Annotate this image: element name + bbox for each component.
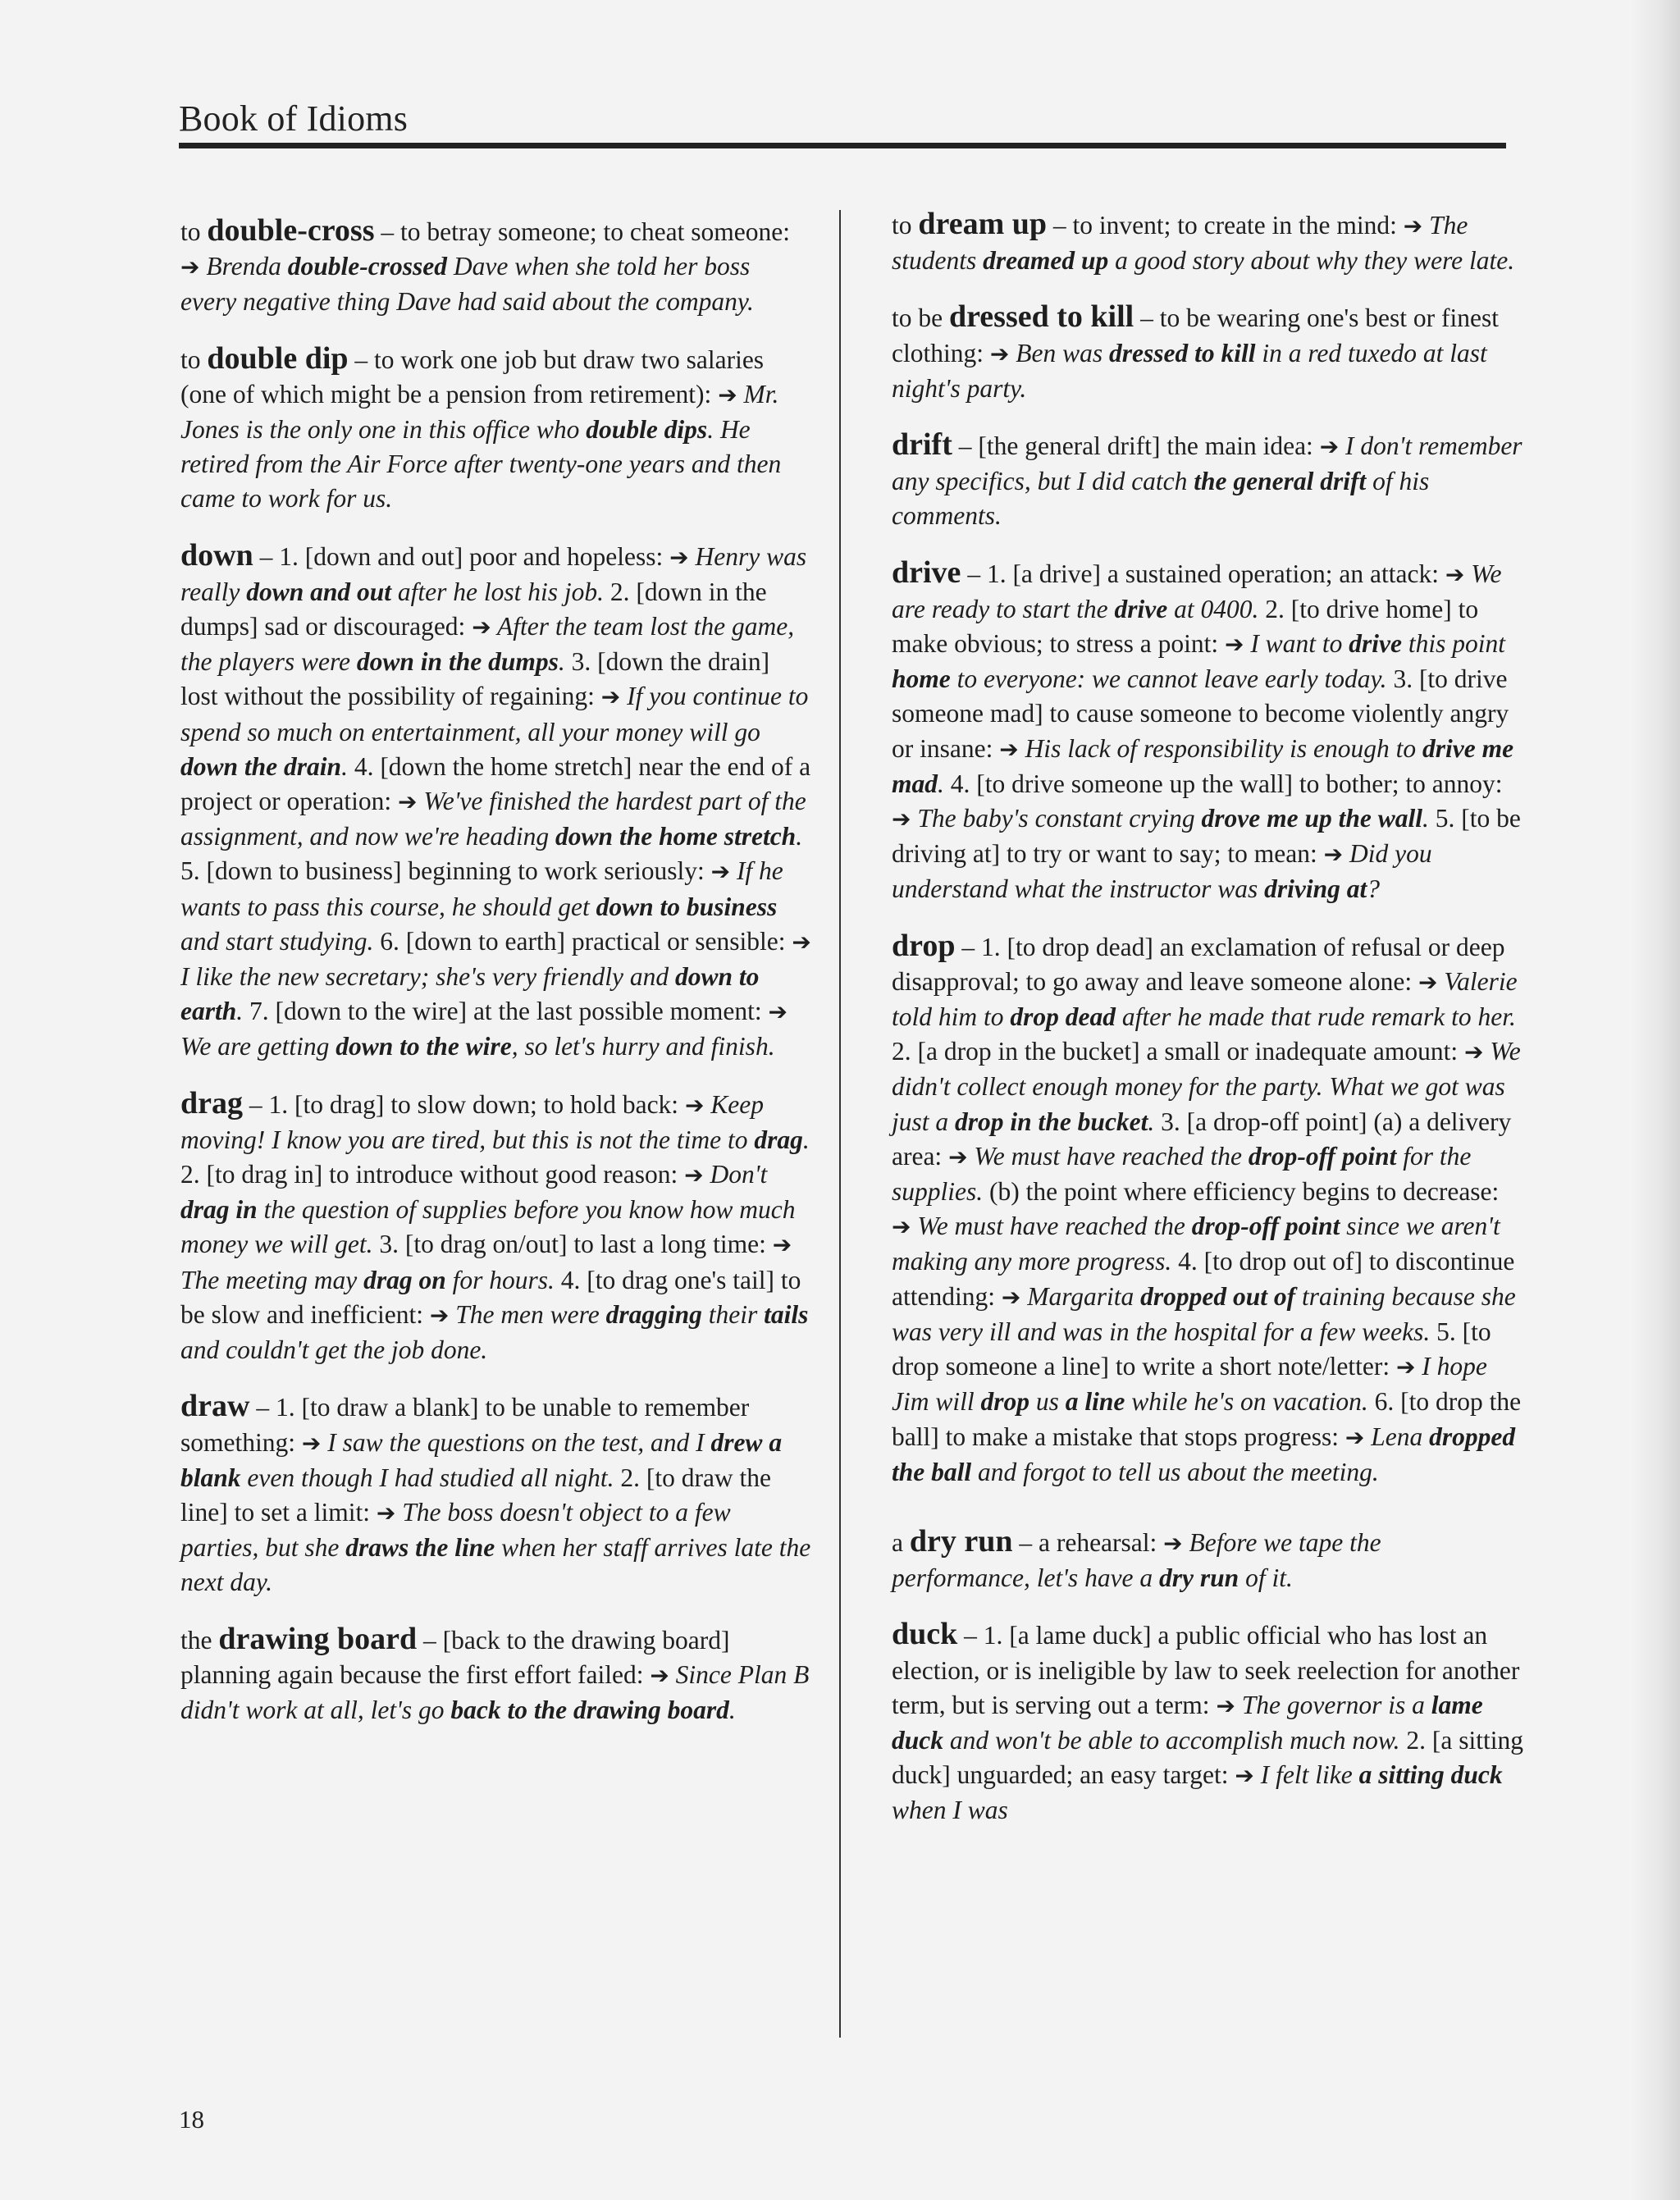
idiom-entry (892, 1524, 1523, 1595)
example-text: Did you understand what the instructor was (892, 839, 1432, 904)
example-arrow-icon: ➔ (892, 806, 911, 833)
example-text: . (1422, 804, 1429, 833)
idiom-entry (892, 427, 1523, 534)
example-text: We must have reached the (967, 1141, 1249, 1171)
idiom-highlight: down in the dumps (356, 647, 559, 677)
example-text: The students (892, 211, 1468, 276)
example-text: for the supplies. (892, 1141, 1472, 1207)
example-text: a good story about why they were late. (1108, 246, 1515, 276)
example-text: The men were (449, 1299, 606, 1329)
idiom-entry (180, 538, 812, 1065)
example-text: We are ready to start the (892, 559, 1502, 623)
left-column (180, 213, 812, 1749)
example-arrow-icon: ➔ (1163, 1529, 1183, 1557)
idiom-highlight: drove me up the wall (1201, 804, 1423, 833)
idiom-highlight: dreamed up (983, 246, 1109, 276)
example-text: After the team lost the game, the players were (180, 612, 795, 677)
example-arrow-icon: ➔ (892, 1213, 911, 1241)
example-text: Since Plan B didn't work at all, let's go (180, 1659, 810, 1724)
example-text: and won't be able to accomplish much now. (943, 1725, 1400, 1755)
definition-text: – to betray someone; to cheat someone: (374, 217, 790, 246)
example-arrow-icon: ➔ (301, 1429, 322, 1457)
example-arrow-icon: ➔ (1445, 560, 1465, 588)
example-text: The baby's constant crying (911, 804, 1202, 833)
example-arrow-icon: ➔ (948, 1143, 968, 1171)
example-text: I like the new secretary; she's very friendly and (180, 962, 675, 992)
example-arrow-icon: ➔ (376, 1499, 396, 1527)
example-text: , so let's hurry and finish. (511, 1032, 775, 1061)
example-text: If you continue to spend so much on entertainment, all your money will go (180, 682, 809, 746)
example-text: and couldn't get the job done. (180, 1335, 488, 1365)
headword-prefix: to be (892, 304, 943, 333)
example-text: . (558, 647, 565, 677)
definition-text: – 1. [a drive] a sustained operation; an attack: (961, 559, 1445, 588)
idiom-highlight: dropped out of (1140, 1281, 1296, 1311)
idiom-entry (892, 207, 1523, 278)
example-text: If he wants to pass this course, he should get (180, 856, 783, 921)
page-number: 18 (179, 2105, 204, 2134)
definition-text: – a rehearsal: (1012, 1527, 1164, 1557)
idiom-highlight: drive me mad (892, 733, 1514, 798)
example-arrow-icon: ➔ (600, 683, 621, 711)
example-text: training because she was very ill and was in the hospital for a few weeks. (892, 1281, 1516, 1346)
idiom-entry (180, 341, 812, 517)
headword: drift (892, 427, 952, 463)
definition-text: 5. [to be driving at] to try or want to say; to mean: (892, 804, 1521, 869)
example-text: in a red tuxedo at last night's party. (892, 338, 1487, 403)
example-text: Lena (1364, 1422, 1430, 1451)
example-arrow-icon: ➔ (398, 788, 418, 816)
definition-text: 3. [to drag on/out] to last a long time: (372, 1230, 773, 1259)
example-arrow-icon: ➔ (999, 735, 1019, 763)
headword: drag (180, 1085, 243, 1121)
idiom-highlight: down the home stretch (555, 822, 797, 851)
example-arrow-icon: ➔ (768, 998, 788, 1026)
definition-text: 2. [a sitting duck] unguarded; an easy target: (892, 1725, 1523, 1790)
example-text: Ben was (1009, 338, 1109, 367)
example-text: . He retired from the Air Force after twenty-one years and then came to work for us. (180, 415, 782, 513)
idiom-highlight: tails (764, 1299, 809, 1329)
idiom-entry (892, 299, 1523, 406)
idiom-highlight: drive (1349, 629, 1402, 659)
example-arrow-icon: ➔ (1323, 841, 1344, 869)
idiom-highlight: dressed to kill (1108, 338, 1256, 367)
example-text: The boss doesn't object to a few parties, but she (180, 1497, 731, 1563)
definition-text: – 1. [a lame duck] a public official who has lost an election, or is ineligible by law to seek reelection for another term, but is serving out a term: (892, 1621, 1520, 1719)
idiom-highlight: driving at (1264, 874, 1367, 904)
example-text: . (802, 1125, 810, 1154)
example-text: us (1029, 1387, 1066, 1417)
example-text: I don't remember any specifics, but I did catch (892, 431, 1522, 496)
headword: dream up (918, 207, 1047, 241)
definition-text: 2. [down in the dumps] sad or discouraged: (180, 577, 767, 641)
headword-prefix: to (180, 217, 201, 246)
example-arrow-icon: ➔ (1235, 1762, 1254, 1790)
example-text: and start studying. (180, 926, 374, 956)
idiom-highlight: drag in (180, 1195, 258, 1225)
headword: dressed to kill (948, 299, 1134, 335)
definition-text: – 1. [to drag] to slow down; to hold back: (243, 1089, 685, 1119)
idiom-highlight: draws the line (345, 1533, 495, 1563)
column-divider (839, 210, 841, 2038)
example-arrow-icon: ➔ (1216, 1691, 1235, 1719)
idiom-highlight: down to the wire (336, 1032, 512, 1061)
book-title: Book of Idioms (179, 98, 409, 139)
example-arrow-icon: ➔ (1344, 1423, 1365, 1451)
example-text: . (728, 1695, 736, 1724)
idiom-entry (892, 555, 1523, 907)
example-text: at 0400. (1167, 594, 1259, 623)
example-text: . (938, 769, 944, 798)
idiom-entry (892, 1617, 1523, 1828)
example-text: . (796, 822, 803, 851)
definition-text: 4. [to drag one's tail] to be slow and inefficient: (180, 1265, 801, 1329)
example-text: when her staff arrives late the next day. (180, 1533, 811, 1597)
definition-text: 6. [to drop the ball] to make a mistake that stops progress: (892, 1387, 1522, 1451)
example-text: after he made that rude remark to her. (1116, 1002, 1516, 1032)
example-text: Brenda (199, 252, 288, 281)
headword: draw (180, 1389, 250, 1424)
example-text: We didn't collect enough money for the party. What we got was just a (892, 1037, 1521, 1136)
example-arrow-icon: ➔ (792, 928, 811, 956)
headword: drive (892, 555, 961, 590)
idiom-highlight: down and out (246, 577, 392, 606)
example-arrow-icon: ➔ (684, 1162, 704, 1189)
headword-prefix: to (892, 211, 912, 240)
headword: dry run (909, 1523, 1013, 1559)
example-text: We've finished the hardest part of the assignment, and now we're heading (180, 787, 806, 851)
headword: double-cross (207, 213, 375, 248)
example-text: their (701, 1299, 765, 1329)
example-arrow-icon: ➔ (472, 614, 491, 641)
example-text: . (1148, 1107, 1155, 1136)
definition-text: – [the general drift] the main idea: (952, 431, 1320, 461)
definition-text: 4. [to drop out of] to discontinue attending: (892, 1247, 1515, 1311)
right-column (892, 207, 1523, 1850)
example-text: His lack of responsibility is enough to (1018, 733, 1422, 763)
idiom-highlight: drop dead (1010, 1002, 1116, 1032)
idiom-highlight: double dips (586, 415, 708, 445)
example-arrow-icon: ➔ (1464, 1038, 1484, 1066)
example-text: Valerie told him to (892, 966, 1518, 1032)
headword: duck (892, 1617, 958, 1652)
example-arrow-icon: ➔ (1001, 1283, 1021, 1311)
example-text: We must have reached the (911, 1212, 1192, 1241)
idiom-highlight: drag on (363, 1265, 446, 1294)
example-text: the question of supplies before you know how much money we will get. (180, 1195, 796, 1259)
idiom-highlight: dry run (1159, 1563, 1239, 1593)
example-arrow-icon: ➔ (772, 1231, 792, 1259)
example-arrow-icon: ➔ (180, 253, 200, 281)
idiom-highlight: a line (1065, 1387, 1125, 1417)
header-rule (179, 143, 1506, 148)
example-text: The meeting may (180, 1265, 364, 1294)
example-text: even though I had studied all night. (240, 1463, 614, 1492)
idiom-entry (180, 1389, 812, 1600)
example-text: and forgot to tell us about the meeting. (971, 1457, 1379, 1486)
idiom-highlight: double-crossed (287, 252, 448, 281)
example-arrow-icon: ➔ (650, 1661, 669, 1689)
example-arrow-icon: ➔ (1319, 433, 1340, 461)
example-text: We are getting (180, 1032, 336, 1061)
definition-text: 2. [a drop in the bucket] a small or inadequate amount: (892, 1037, 1465, 1066)
idiom-entry (180, 213, 812, 320)
idiom-highlight: drop-off point (1248, 1141, 1397, 1171)
idiom-highlight: down to business (596, 892, 778, 921)
definition-text: – to work one job but draw two salaries (one of which might be a pension from retirement): (180, 345, 765, 409)
example-text: Henry was really (180, 541, 807, 606)
example-arrow-icon: ➔ (1403, 212, 1423, 240)
example-text: I saw the questions on the test, and I (321, 1427, 711, 1457)
definition-text: – 1. [down and out] poor and hopeless: (253, 541, 670, 571)
headword: double dip (207, 340, 349, 376)
definition-text: 7. [down to the wire] at the last possible moment: (243, 997, 769, 1026)
example-arrow-icon: ➔ (429, 1301, 450, 1329)
example-text: I want to (1244, 629, 1349, 659)
example-text: Dave when she told her boss every negative thing Dave had said about the company. (180, 252, 754, 317)
idiom-entry (892, 929, 1523, 1490)
definition-text: 5. [to drop someone a line] to write a short note/letter: (892, 1317, 1491, 1381)
idiom-highlight: drive (1114, 594, 1168, 623)
headword: down (180, 537, 253, 573)
definition-text: – 1. [to drop dead] an exclamation of refusal or deep disapproval; to go away and leave someone alone: (892, 932, 1505, 996)
example-text: . (341, 751, 348, 781)
example-arrow-icon: ➔ (718, 381, 737, 409)
example-text: Don't (703, 1160, 768, 1189)
example-text: ? (1367, 874, 1381, 904)
definition-text: 6. [down to earth] practical or sensible: (373, 926, 792, 956)
example-text: for hours. (445, 1265, 555, 1294)
idiom-entry (180, 1622, 812, 1728)
definition-text: 3. [to drive someone mad] to cause someone to become violently angry or insane: (892, 664, 1509, 763)
definition-text: 2. [to drag in] to introduce without good reason: (180, 1160, 685, 1189)
example-text: Margarita (1020, 1281, 1141, 1311)
example-text: Before we tape the performance, let's have a (892, 1527, 1381, 1593)
example-arrow-icon: ➔ (1418, 968, 1438, 996)
example-text: . (236, 997, 244, 1026)
idiom-entry (180, 1086, 812, 1368)
idiom-highlight: down the drain (180, 751, 342, 781)
definition-text: – to be wearing one's best or finest clothing: (892, 304, 1500, 367)
example-text: this point (1401, 629, 1505, 659)
example-text: while he's on vacation. (1125, 1387, 1368, 1417)
definition-text: 5. [down to business] beginning to work seriously: (180, 856, 711, 886)
definition-text: – to invent; to create in the mind: (1047, 211, 1404, 240)
example-text: after he lost his job. (391, 577, 605, 606)
definition-text: – [back to the drawing board] planning again because the first effort failed: (180, 1625, 730, 1689)
example-arrow-icon: ➔ (1224, 631, 1244, 659)
definition-text: 2. [to drive home] to make obvious; to stress a point: (892, 594, 1479, 659)
example-text: I felt like (1253, 1760, 1359, 1790)
example-arrow-icon: ➔ (684, 1091, 705, 1119)
example-text: to everyone: we cannot leave early today. (950, 664, 1387, 694)
idiom-highlight: drop (980, 1387, 1030, 1417)
definition-text: 4. [down the home stretch] near the end of a project or operation: (180, 751, 811, 816)
example-text: I hope Jim will (892, 1352, 1487, 1417)
definition-text: 2. [to draw the line] to set a limit: (180, 1463, 772, 1527)
idiom-highlight: back to the drawing board (450, 1695, 729, 1724)
definition-text: (b) the point where efficiency begins to decrease: (983, 1177, 1500, 1207)
example-arrow-icon: ➔ (1395, 1353, 1416, 1381)
idiom-highlight: down to earth (180, 962, 760, 1026)
idiom-highlight: home (892, 664, 951, 694)
idiom-highlight: drag (754, 1125, 803, 1154)
idiom-highlight: dragging (605, 1299, 702, 1329)
example-text: Mr. Jones is the only one in this office who (180, 379, 779, 445)
headword: drop (892, 928, 956, 963)
headword: drawing board (218, 1621, 418, 1656)
idiom-highlight: drew a blank (180, 1427, 783, 1492)
headword-prefix: the (180, 1625, 212, 1655)
example-text: The governor is a (1235, 1690, 1431, 1719)
example-arrow-icon: ➔ (669, 543, 689, 571)
page-header (179, 97, 1506, 148)
headword-prefix: a (892, 1527, 903, 1557)
example-arrow-icon: ➔ (989, 340, 1010, 367)
definition-text: 3. [down the drain] lost without the possibility of regaining: (180, 647, 770, 711)
example-text: of his comments. (892, 467, 1430, 531)
idiom-highlight: a sitting duck (1358, 1760, 1503, 1790)
idiom-highlight: the general drift (1194, 467, 1367, 496)
example-text: Keep moving! I know you are tired, but this is not the time to (180, 1089, 765, 1154)
idiom-highlight: lame duck (892, 1690, 1483, 1755)
example-arrow-icon: ➔ (710, 858, 731, 886)
example-text: since we aren't making any more progress. (892, 1212, 1500, 1276)
definition-text: – 1. [to draw a blank] to be unable to remember something: (180, 1393, 750, 1457)
example-text: of it. (1239, 1563, 1293, 1593)
example-text: when I was (892, 1796, 1008, 1825)
definition-text: 3. [a drop-off point] (a) a delivery area: (892, 1107, 1512, 1171)
idiom-highlight: drop-off point (1191, 1212, 1340, 1241)
idiom-highlight: dropped the ball (892, 1422, 1516, 1486)
page-edge-shadow (1631, 0, 1680, 2200)
idiom-highlight: drop in the bucket (955, 1107, 1148, 1136)
headword-prefix: to (180, 345, 201, 374)
definition-text: 4. [to drive someone up the wall] to bother; to annoy: (943, 769, 1503, 798)
